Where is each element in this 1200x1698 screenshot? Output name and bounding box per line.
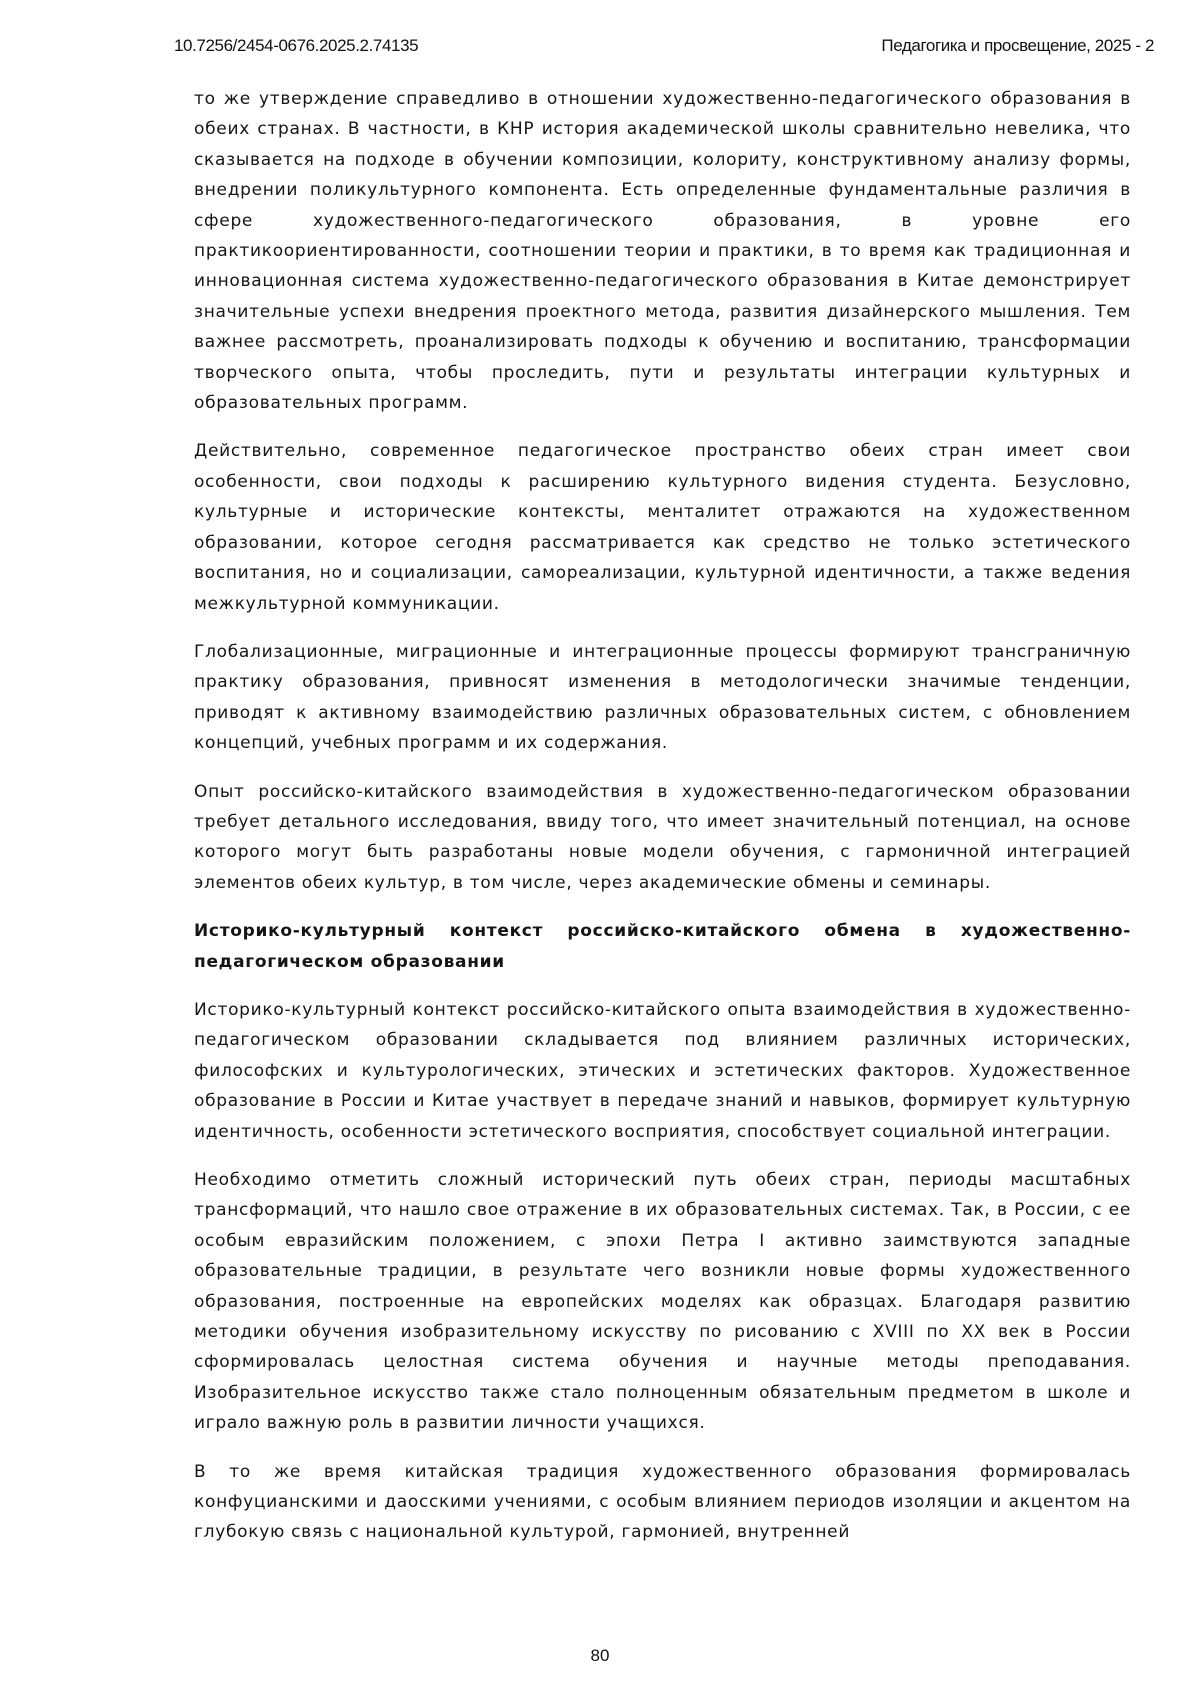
paragraph: то же утверждение справедливо в отношении художественно-педагогического образования в обеих странах. В частности, в КНР история академической школы сравнительно невелика, что сказывается на подходе в обучении композиции, колориту, конструктивному анализу формы, внедрении поликультурного компонента. Есть определенные фундаментальные различия в сфере художественного-педагогического образования, в уровне его практикоориентированности, соотношении теории и практики, в то время как традиционная и инновационная система художественно-педагогического образования в Китае демонстрирует значительные успехи внедрения проектного метода, развития дизайнерского мышления. Тем важнее рассмотреть, проанализировать подходы к обучению и воспитанию, трансформации творческого опыта, чтобы проследить, пути и результаты интеграции культурных и образовательных программ. [194,84,1131,418]
page-number: 80 [0,1646,1200,1666]
article-body [194,84,1131,1566]
paragraph: Историко-культурный контекст российско-китайского опыта взаимодействия в художественно-педагогическом образовании складывается под влиянием различных исторических, философских и культурологических, этических и эстетических факторов. Художественное образование в России и Китае участвует в передаче знаний и навыков, формирует культурную идентичность, особенности эстетического восприятия, способствует социальной интеграции. [194,995,1131,1147]
document-page [0,0,1200,1698]
journal-title: Педагогика и просвещение, 2025 - 2 [881,36,1154,56]
section-heading: Историко-культурный контекст российско-китайского обмена в художественно-педагогическом образовании [194,916,1131,977]
paragraph: В то же время китайская традиция художественного образования формировалась конфуцианскими и даосскими учениями, с особым влиянием периодов изоляции и акцентом на глубокую связь с национальной культурой, гармонией, внутренней [194,1457,1131,1548]
paragraph: Необходимо отметить сложный исторический путь обеих стран, периоды масштабных трансформаций, что нашло свое отражение в их образовательных системах. Так, в России, с ее особым евразийским положением, с эпохи Петра I активно заимствуются западные образовательные традиции, в результате чего возникли новые формы художественного образования, построенные на европейских моделях как образцах. Благодаря развитию методики обучения изобразительному искусству по рисованию с XVIII по XX век в России сформировалась целостная система обучения и научные методы преподавания. Изобразительное искусство также стало полноценным обязательным предметом в школе и играло важную роль в развитии личности учащихся. [194,1165,1131,1439]
paragraph: Глобализационные, миграционные и интеграционные процессы формируют трансграничную практику образования, привносят изменения в методологически значимые тенденции, приводят к активному взаимодействию различных образовательных систем, с обновлением концепций, учебных программ и их содержания. [194,637,1131,759]
paragraph: Опыт российско-китайского взаимодействия в художественно-педагогическом образовании требует детального исследования, ввиду того, что имеет значительный потенциал, на основе которого могут быть разработаны новые модели обучения, с гармоничной интеграцией элементов обеих культур, в том числе, через академические обмены и семинары. [194,777,1131,899]
paragraph: Действительно, современное педагогическое пространство обеих стран имеет свои особенности, свои подходы к расширению культурного видения студента. Безусловно, культурные и исторические контексты, менталитет отражаются на художественном образовании, которое сегодня рассматривается как средство не только эстетического воспитания, но и социализации, самореализации, культурной идентичности, а также ведения межкультурной коммуникации. [194,436,1131,618]
doi-label: 10.7256/2454-0676.2025.2.74135 [174,36,418,56]
running-header [174,36,1154,62]
